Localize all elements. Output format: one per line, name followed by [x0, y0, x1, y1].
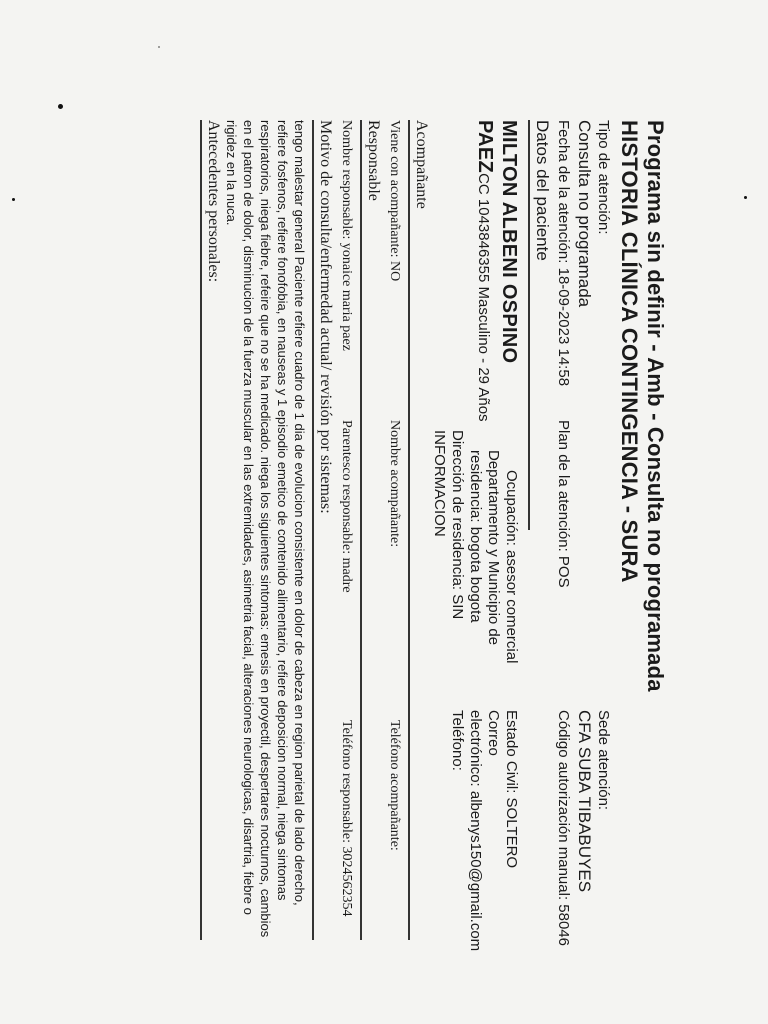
telefono-responsable: Teléfono responsable: 3024562354: [339, 720, 354, 917]
fecha-atencion: Fecha de la atención: 18-09-2023 14:58: [555, 120, 572, 387]
residencia-value: residencia: bogota bogota: [467, 450, 484, 623]
responsable-title: Responsable: [365, 120, 382, 201]
telefono-paciente: Teléfono:: [449, 710, 466, 771]
motivo-consulta-text: tengo malestar general Paciente refiere cuadro de 1 dia de evolucion consistente en dolor de cabeza en region parietal de lado derecho, refiere fosfenos, refiere fonofobia, en nauseas y 1 episodio emetico de contenido alimentario, refiere deposicion normal, niega sintomas respiratorios, niega fiebre, refeire que no se ha medicado. niega los siguientes sintomas: emesis en proyectil, despertares nocturnos, cambios en el patron de dolor, disminucion de la fuerza muscular en las extremidades, asimetria facial, alteraciones neurologicas, disartria, fiebre o rigidez en la nuca.: [224, 120, 307, 938]
antecedentes-title: Antecedentes personales:: [205, 120, 222, 283]
telefono-acompanante: Teléfono acompañante:: [387, 720, 402, 851]
divider: [312, 120, 314, 940]
direccion-residencia-value: INFORMACION: [431, 430, 448, 537]
tipo-atencion-label: Tipo de atención:: [595, 120, 612, 235]
direccion-residencia: Dirección de residencia: SIN: [449, 430, 466, 620]
nombre-acompanante: Nombre acompañante:: [387, 420, 402, 548]
estado-civil: Estado Civil: SOLTERO: [503, 710, 520, 869]
divider: [528, 120, 530, 530]
tipo-atencion-value: Consulta no programada: [575, 120, 594, 308]
nombre-responsable: Nombre responsable: yonaice maria paez: [339, 120, 354, 351]
codigo-autorizacion: Código autorización manual: 58046: [555, 710, 572, 946]
patient-surname: PAEZ: [474, 120, 496, 174]
document-subtitle: HISTORIA CLÍNICA CONTINGENCIA - SURA: [617, 120, 642, 583]
divider: [360, 120, 362, 940]
sede-atencion-label: Sede atención:: [595, 710, 612, 811]
correo-label: Correo: [485, 710, 502, 756]
divider: [200, 120, 202, 940]
motivo-consulta-title: Motivo de consulta/enfermedad actual/ revisión por sistemas:: [317, 120, 334, 514]
divider: [408, 120, 410, 940]
correo-value: electrónico: albenys150@gmail.com: [467, 710, 484, 952]
clinical-history-document: [108, 120, 668, 960]
parentesco-responsable: Parentesco responsable: madre: [339, 420, 354, 593]
ocupacion: Ocupación: asesor comercial: [503, 470, 520, 664]
patient-name-line2: [473, 120, 496, 422]
acompanante-title: Acompañante: [413, 120, 430, 209]
sede-atencion-value: CFA SUBA TIBABUYES: [575, 710, 594, 893]
patient-id: CC 1043846355 Masculino - 29 Años: [475, 173, 492, 422]
departamento-municipio-label: Departamento y Municipio de: [485, 450, 502, 646]
document-title: Programa sin definir - Amb - Consulta no programada: [643, 120, 668, 692]
datos-paciente-title: Datos del paciente: [533, 120, 552, 261]
plan-atencion: Plan de la atención: POS: [555, 420, 572, 588]
viene-acompanante: Viene con acompañante: NO: [387, 120, 402, 282]
patient-name: MILTON ALBENI OSPINO: [498, 120, 520, 364]
